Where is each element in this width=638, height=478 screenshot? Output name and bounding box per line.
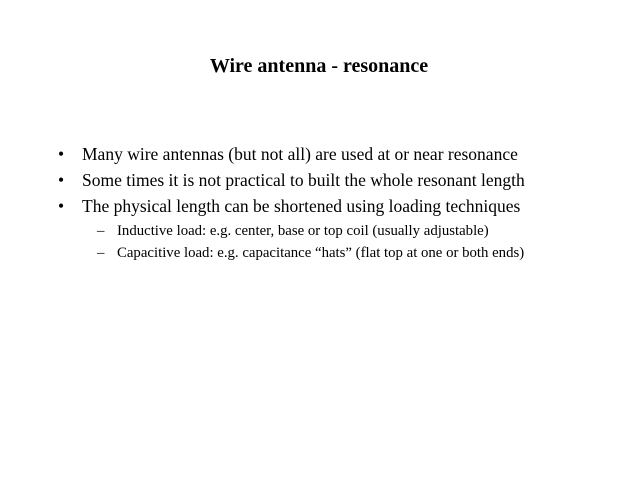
- bullet-marker: •: [58, 170, 65, 190]
- bullet-item: [58, 169, 525, 191]
- bullet-item: [58, 195, 520, 217]
- bullet-text: Many wire antennas (but not all) are used at or near resonance: [82, 144, 518, 164]
- bullet-text: Some times it is not practical to built the whole resonant length: [82, 170, 525, 190]
- bullet-item: [58, 143, 518, 165]
- sub-bullet-marker: –: [97, 223, 105, 239]
- sub-bullet-marker: –: [97, 245, 105, 261]
- sub-bullet-text: Inductive load: e.g. center, base or top coil (usually adjustable): [117, 223, 489, 239]
- bullet-text: The physical length can be shortened using loading techniques: [82, 196, 521, 216]
- sub-bullet-text: Capacitive load: e.g. capacitance “hats” (flat top at one or both ends): [117, 245, 525, 261]
- bullet-marker: •: [58, 196, 65, 216]
- sub-bullet-item: [97, 243, 524, 263]
- sub-bullet-item: [97, 221, 489, 241]
- bullet-marker: •: [58, 144, 65, 164]
- slide-title: Wire antenna - resonance: [209, 55, 429, 77]
